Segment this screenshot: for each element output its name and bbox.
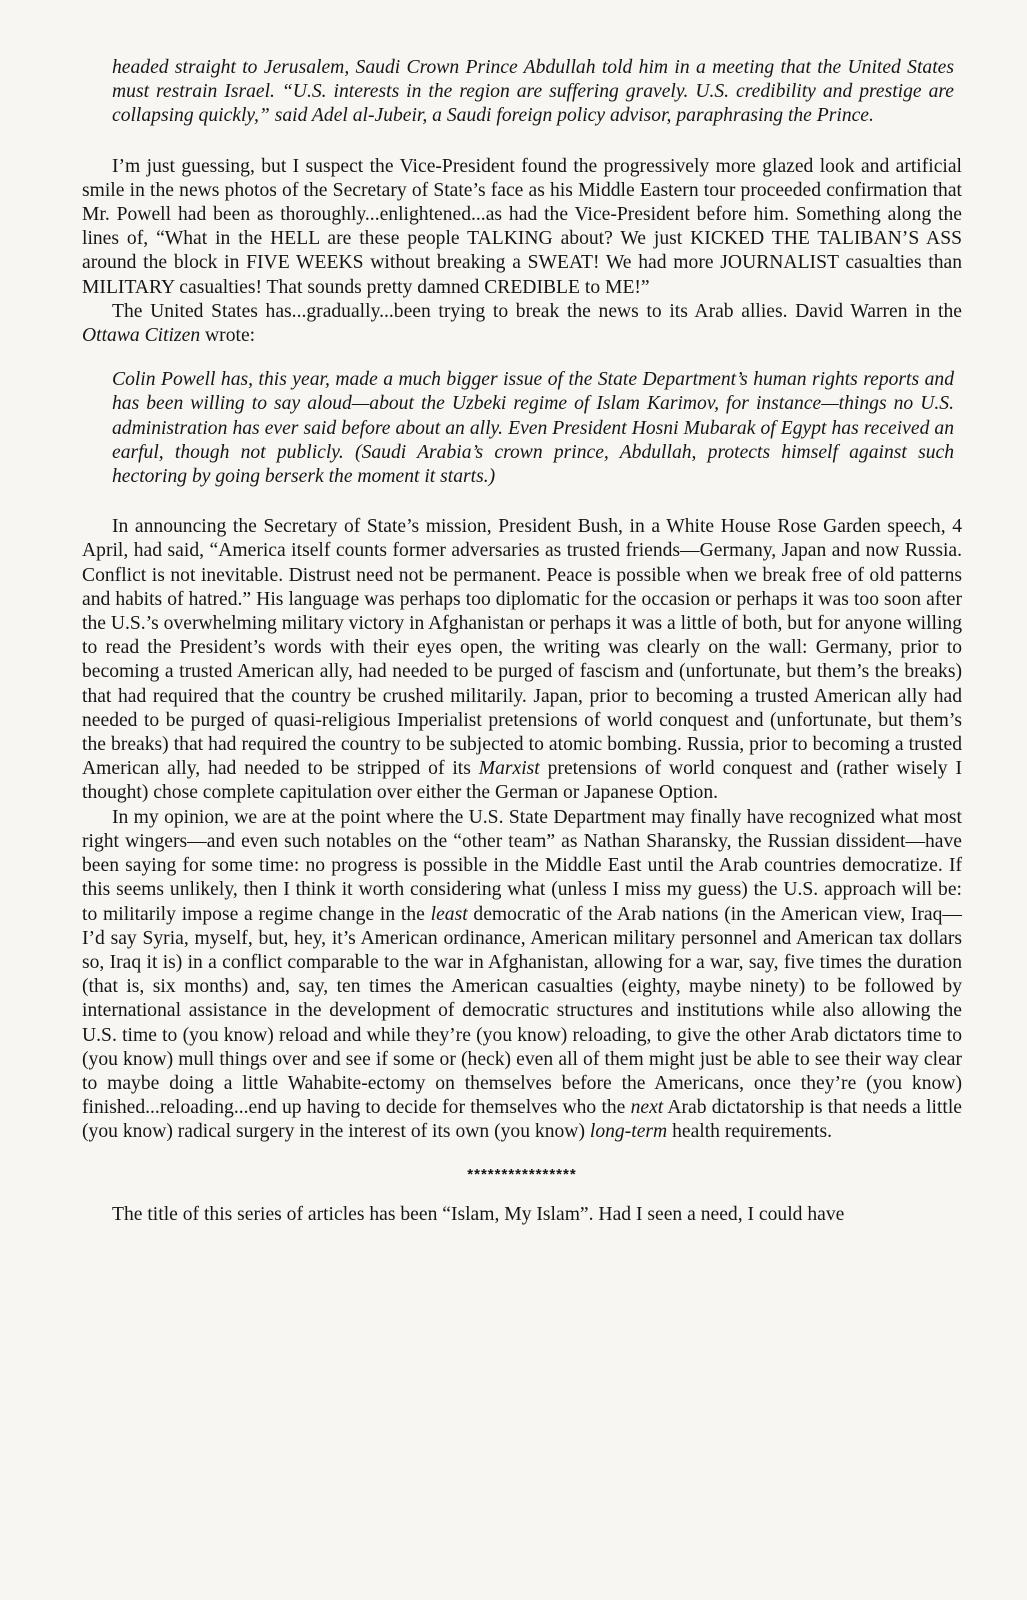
paragraph-series-title: The title of this series of articles has been “Islam, My Islam”. Had I seen a need, I could have [112,1203,845,1225]
section-divider: **************** [467,1165,577,1183]
paragraph-vice-president: I’m just guessing, but I suspect the Vice-President found the progressively more glazed look and artificial smile in the news photos of the Secretary of State’s face as his Middle Eastern tour proceeded confirmation that Mr. Powell had been as thoroughly...enlightened...as had the Vice-President before him. Something along the lines of, “What in the HELL are these people TALKING about? We just KICKED THE TALIBAN’S ASS around the block in FIVE WEEKS without breaking a SWEAT! We had more JOURNALIST casualties than MILITARY casualties! That sounds pretty damned CREDIBLE to ME!” [82,155,962,298]
paragraph-bush-speech [82,515,962,805]
paragraph-opinion-part-c: Arab dictatorship is that needs a little (you know) radical surgery in the interest of its own (you know) [82,1097,963,1143]
paragraph-arab-allies-text: The United States has...gradually...been trying to break the news to its Arab allies. David Warren in the [112,300,962,322]
paragraph-opinion-part-a: In my opinion, we are at the point where the U.S. State Department may finally have recognized what most right wingers—and even such notables on the “other team” as Nathan Sharansky, the Russian dissident—have been saying for some time: no progress is possible in the Middle East until the Arab countries democratize. If this seems unlikely, then I think it worth considering what (unless I miss my guess) the U.S. approach will be: to militarily impose a regime change in the [82,806,962,925]
block-quote-saudi: headed straight to Jerusalem, Saudi Crown Prince Abdullah told him in a meeting that the United States must restrain Israel. “U.S. interests in the region are suffering gravely. U.S. credibility and prestige are collapsing quickly,” said Adel al-Jubeir, a Saudi foreign policy advisor, paraphrasing the Prince. [112,57,954,127]
emphasis-marxist: Marxist [478,758,540,780]
publication-name: Ottawa Citizen [82,325,201,347]
paragraph-opinion-part-b: democratic of the Arab nations (in the American view, Iraq—I’d say Syria, myself, but, hey, it’s American ordinance, American military personnel and American tax dollars so, Iraq it is) in a conflict comparable to the war in Afghanistan, allowing for a war, say, five times the duration (that is, six months) and, say, ten times the American casualties (eighty, maybe ninety) to be followed by international assistance in the development of democratic structures and institutions while also allowing the U.S. time to (you know) reload and while they’re (you know) reloading, to give the other Arab dictators time to (you know) mull things over and see if some or (heck) even all of them might just be able to see their way clear to maybe doing a little Wahabite-ectomy on themselves before the Americans, once they’re (you know) finished...reloading...end up having to decide for themselves who the [82,903,962,1119]
block-quote-warren: Colin Powell has, this year, made a much bigger issue of the State Department’s human rights reports and has been willing to say aloud—about the Uzbeki regime of Islam Karimov, for instance—things no U.S. administration has ever said before about an ally. Even President Hosni Mubarak of Egypt has received an earful, though not publicly. (Saudi Arabia’s crown prince, Abdullah, protects himself against such hectoring by going berserk the moment it starts.) [112,369,954,488]
paragraph-opinion-part-d: health requirements. [667,1121,833,1143]
paragraph-arab-allies-end: wrote: [200,325,256,347]
emphasis-least: least [430,903,468,925]
article-page [82,56,962,1227]
paragraph-opinion [82,806,962,1145]
paragraph-bush-speech-end: pretensions of world conquest and (rather wisely I thought) chose complete capitulation over either the German or Japanese Option. [82,758,962,804]
emphasis-long-term: long-term [589,1121,668,1143]
paragraph-bush-speech-text: In announcing the Secretary of State’s mission, President Bush, in a White House Rose Garden speech, 4 April, had said, “America itself counts former adversaries as trusted friends—Germany, Japan and now Russia. Conflict is not inevitable. Distrust need not be permanent. Peace is possible when we break free of old patterns and habits of hatred.” His language was perhaps too diplomatic for the occasion or perhaps it was too soon after the U.S.’s overwhelming military victory in Afghanistan or perhaps it was a little of both, but for anyone willing to read the President’s words with their eyes open, the writing was clearly on the wall: Germany, prior to becoming a trusted American ally, had needed to be purged of fascism and (unfortunate, but them’s the breaks) that had required that the country be crushed militarily. Japan, prior to becoming a trusted American ally had needed to be purged of quasi-religious Imperialist pretensions of world conquest and (unfortunate, but them’s the breaks) that had required the country to be subjected to atomic bombing. Russia, prior to becoming a trusted American ally, had needed to be stripped of its [82,516,962,780]
paragraph-arab-allies [82,300,962,348]
emphasis-next: next [630,1097,664,1119]
